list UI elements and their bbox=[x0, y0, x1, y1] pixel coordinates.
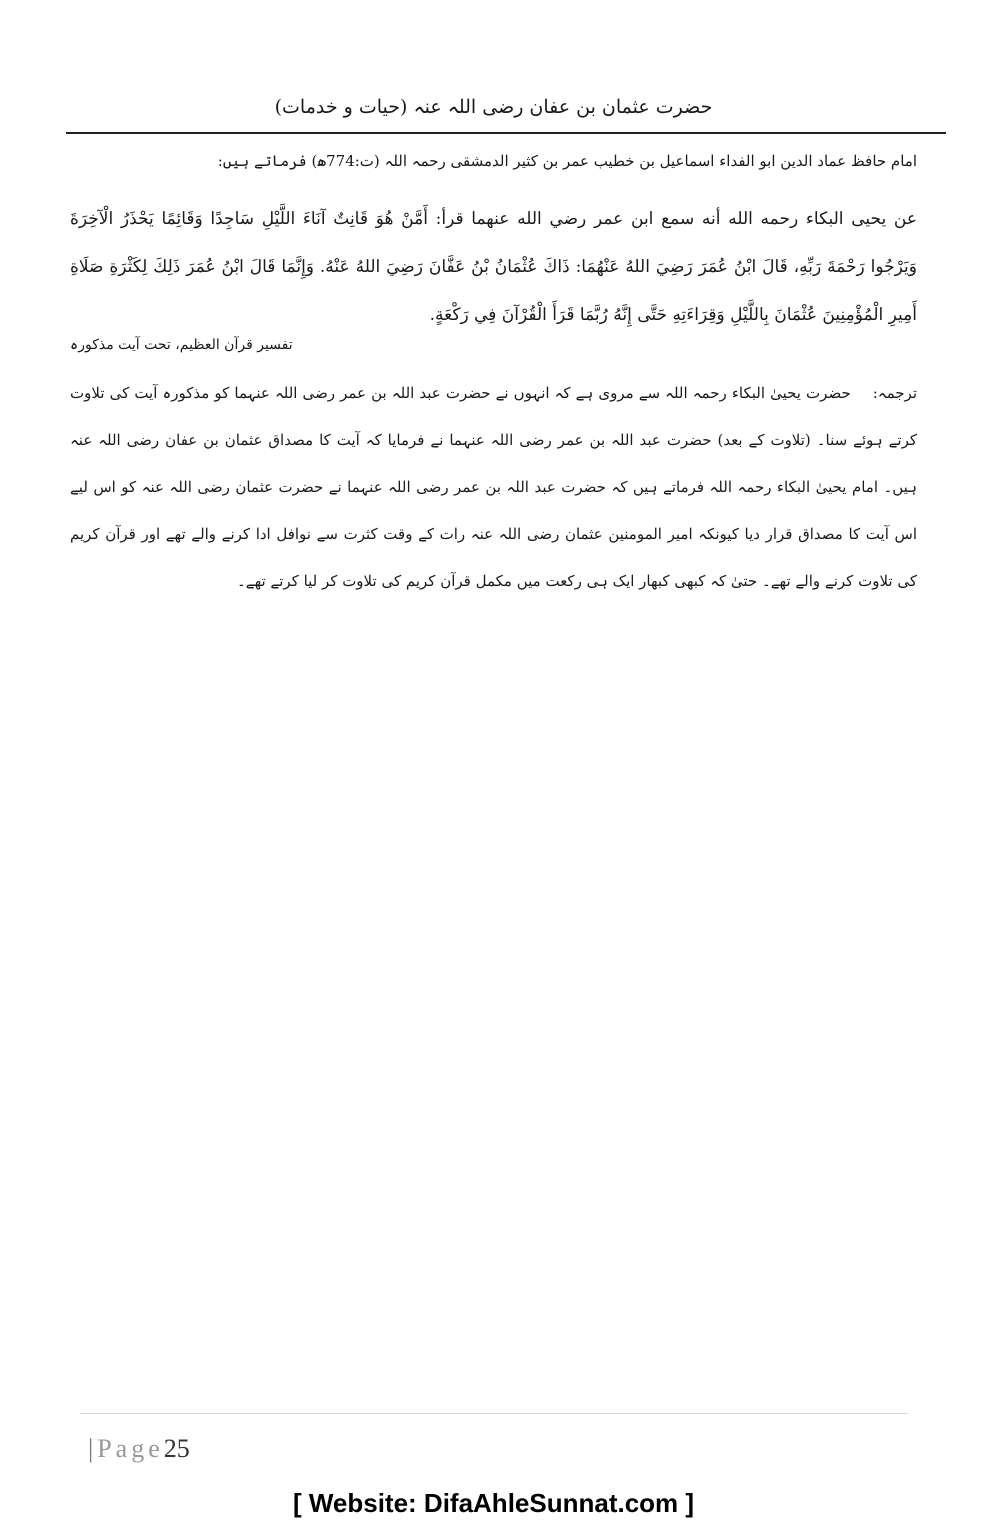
arabic-quote: عن يحيى البكاء رحمه الله أنه سمع ابن عمر رضي الله عنهما قرأ: أَمَّنْ هُوَ قَانِتٌ آنَاءَ اللَّيْلِ سَاجِدًا وَقَائِمًا يَحْذَرُ الْآخِرَةَ وَيَرْجُوا رَحْمَةَ رَبِّهِ، قَالَ ابْنُ عُمَرَ رَضِيَ اللهُ عَنْهُمَا: ذَاكَ عُثْمَانُ بْنُ عَفَّانَ رَضِيَ اللهُ عَنْهُ. وَإِنَّمَا قَالَ ابْنُ عُمَرَ ذَلِكَ لِكَثْرَةِ صَلَاةِ أَمِيرِ الْمُؤْمِنِينَ عُثْمَانَ بِاللَّيْلِ وَقِرَاءَتِهِ حَتَّى إِنَّهُ رُبَّمَا قَرَأَ الْقُرْآنَ فِي رَكْعَةٍ. bbox=[70, 209, 917, 325]
page-word: Page bbox=[97, 1434, 164, 1463]
translation-label: ترجمہ: bbox=[872, 384, 917, 402]
page-header-title: حضرت عثمان بن عفان رضی اللہ عنہ (حیات و خدمات) bbox=[274, 96, 713, 118]
page-number-value: 25 bbox=[163, 1434, 190, 1463]
translation-paragraph bbox=[70, 370, 917, 605]
citation: تفسیر قرآن العظیم، تحت آیت مذکورہ bbox=[70, 337, 293, 353]
header-divider bbox=[66, 132, 946, 134]
page-number bbox=[88, 1434, 190, 1464]
translation-text: حضرت یحییٰ البکاء رحمہ اللہ سے مروی ہے کہ انہوں نے حضرت عبد اللہ بن عمر رضی اللہ عنہما کو مذکورہ آیت کی تلاوت کرتے ہوئے سنا۔ (تلاوت کے بعد) حضرت عبد اللہ بن عمر رضی اللہ عنہما نے فرمایا کہ آیت کا مصداق عثمان بن عفان رضی اللہ عنہ ہیں۔ امام یحییٰ البکاء رحمہ اللہ فرماتے ہیں کہ حضرت عبد اللہ بن عمر رضی اللہ عنہما نے حضرت عثمان رضی اللہ عنہ کو اس لیے اس آیت کا مصداق قرار دیا کیونکہ امیر المومنین عثمان رضی اللہ عنہ رات کے وقت کثرت سے نوافل ادا کرنے والے تھے اور قرآن کریم کی تلاوت کرنے والے تھے۔ حتیٰ کہ کبھی کبھار ایک ہی رکعت میں مکمل قرآن کریم کی تلاوت کر لیا کرتے تھے۔ bbox=[70, 384, 917, 590]
website-footer: [ Website: DifaAhleSunnat.com ] bbox=[292, 1488, 695, 1518]
footer-divider bbox=[80, 1413, 908, 1414]
intro-paragraph: امام حافظ عماد الدین ابو الفداء اسماعیل بن خطیب عمر بن کثیر الدمشقی رحمہ اللہ (ت:774ھ) فرماتے ہیں: bbox=[217, 152, 917, 170]
page-pipe: | bbox=[88, 1434, 94, 1463]
